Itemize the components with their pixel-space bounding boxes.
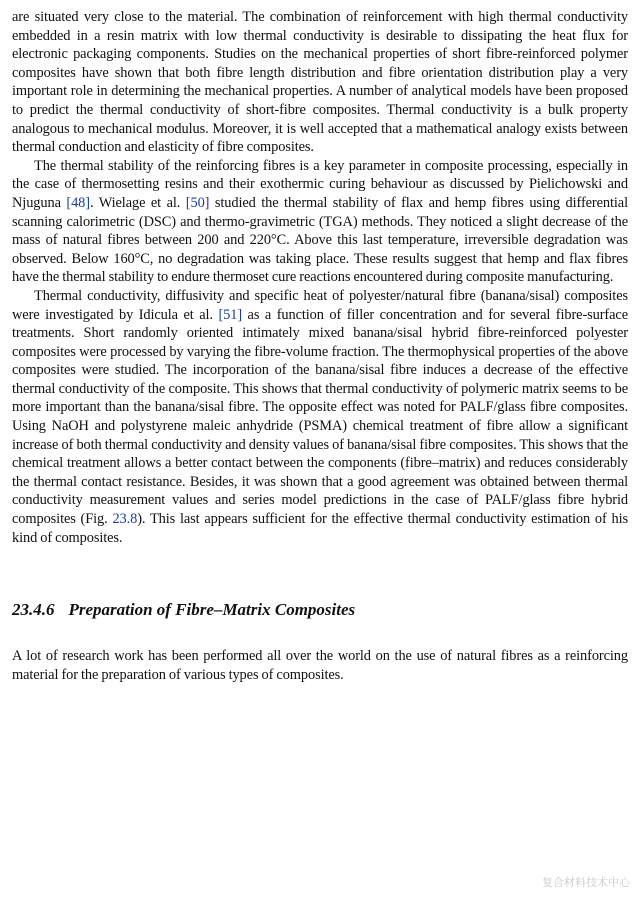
text-span: . Wielage et al. bbox=[89, 194, 186, 211]
paragraph-thermophysical-properties bbox=[12, 287, 628, 547]
text-span: Thermal conductivity, diffusivity and specific heat of polyester/natural fibre (banana/sisal) composites were investigated by Idicula et al. bbox=[12, 287, 628, 323]
section-number: 23.4.6 bbox=[12, 600, 55, 620]
paragraph-preparation-intro: A lot of research work has been performed all over the world on the use of natural fibres as a reinforcing material for the preparation of various types of composites. bbox=[12, 648, 628, 683]
citation-link-51[interactable]: [51] bbox=[218, 306, 243, 323]
text-span: The thermal stability of the reinforcing fibres is a key parameter in composite processing, especially in the case of thermosetting resins and their exothermic curing behaviour as discussed by Pielichowski and Njuguna bbox=[12, 157, 628, 211]
citation-link-48[interactable]: [48] bbox=[66, 194, 90, 211]
paragraph-thermal-conductivity-intro: are situated very close to the material. The combination of reinforcement with high thermal conductivity embedded in a resin matrix with low thermal conductivity is desirable to dissipating the heat flux for electronic packaging components. Studies on the mechanical properties of short fibre-reinforced polymer composites have shown that both fibre length distribution and fibre orientation distribution play a very important role in determining the mechanical properties. A number of analytical models have been proposed to predict the thermal conductivity of short-fibre composites. Thermal conductivity is a bulk property analogous to mechanical modulus. Moreover, it is well accepted that a mathematical analogy exists between thermal conduction and elasticity of fibre composites. bbox=[12, 9, 628, 156]
paragraph-thermal-stability bbox=[12, 157, 628, 287]
watermark: 复合材料技术中心 bbox=[542, 876, 630, 889]
text-span: studied the thermal stability of flax and hemp fibres using differential scanning calorimetric (DSC) and thermo-gravimetric (TGA) methods. They noticed a slight decrease of the mass of natural fibres between 200 and 220°C. Above this last temperature, irreversible degradation was observed. Below 160°C, no degradation was taking place. These results suggest that hemp and flax fibres have the thermal stability to endure thermoset cure reactions encountered during composite manufacturing. bbox=[12, 194, 628, 286]
section-title: Preparation of Fibre–Matrix Composites bbox=[68, 600, 356, 620]
text-span: ). This last appears sufficient for the effective thermal conductivity estimation of his kind of composites. bbox=[12, 511, 628, 546]
text-span: as a function of filler concentration and for several fibre-surface treatments. Short randomly oriented intimately mixed banana/sisal hybrid fibre-reinforced polyester composites were processed by varying the fibre-volume fraction. The thermophysical properties of the above composites were studied. The incorporation of the banana/sisal fibre induces a decrease of the effective thermal conductivity of the composite. This shows that thermal conductivity of polymeric matrix seems to be more important than the banana/sisal fibre. The opposite effect was noted for PALF/glass fibre composites. Using NaOH and polystyrene maleic anhydride (PSMA) chemical treatment of fibre allow a significant increase of both thermal conductivity and density values of banana/sisal fibre composites. This shows that the chemical treatment allows a better contact between the components (fibre–matrix) and reduces considerably the thermal contact resistance. Besides, it was shown that a good agreement was obtained between thermal conductivity measurement values and series model predictions in the case of PALF/glass fibre hybrid composites (Fig. bbox=[12, 306, 628, 528]
figure-link-23-8[interactable]: 23.8 bbox=[112, 511, 138, 528]
citation-link-50[interactable]: [50] bbox=[185, 194, 210, 211]
section-heading bbox=[12, 599, 628, 621]
